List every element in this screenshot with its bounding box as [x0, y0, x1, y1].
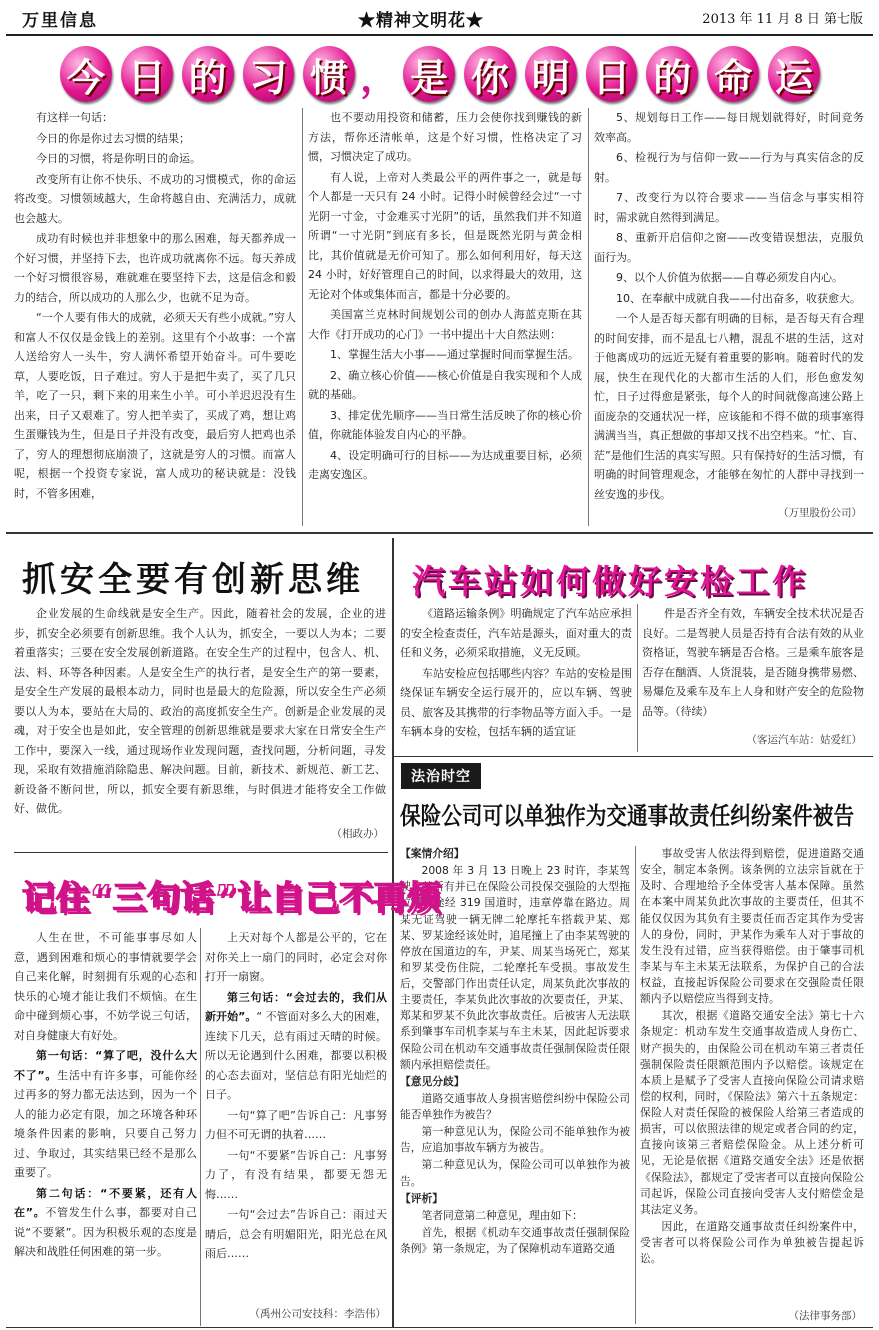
- safety-signature: （相政办）: [331, 828, 384, 840]
- paragraph: 【案情介绍】: [400, 847, 465, 860]
- paragraph: 9、以个人价值为依据——自尊必须发自内心。: [616, 271, 843, 284]
- station-title: 汽车站如何做好安检工作: [412, 562, 808, 601]
- section-rule: [6, 532, 873, 534]
- title-char: 的: [646, 46, 698, 102]
- paragraph: 有这样一句话：: [36, 111, 113, 124]
- paragraph: 第二种意见认为，保险公司可以单独作为被告。: [400, 1158, 630, 1188]
- paragraph: 道路交通事故人身损害赔偿纠纷中保险公司能否单独作为被告？: [400, 1091, 630, 1121]
- paragraph: [205, 928, 387, 987]
- safety-title: 抓安全要有创新思维: [22, 560, 364, 600]
- page-header: [6, 0, 873, 34]
- paragraph: 1、掌握生活大小事——通过掌握时间而掌握生活。: [330, 348, 579, 361]
- paragraph: “一个人要有伟大的成就，必须天天有些小成就。”穷人和富人不仅仅是金钱上的差别。这里有个小故事：一个富人送给穷人一头牛，穷人满怀希望开始奋斗。可牛要吃草，人要吃饭，日子难过。穷人于是把牛卖了，买了几只羊，吃了一只，剩下来的用来生小羊。可小羊迟迟没有生出来，日子又艰难了。穷人把羊卖了，买成了鸡，想让鸡生蛋赚钱为生，但是日子并没有改变，最后穷人把鸡也杀了，穷人的理想彻底崩溃了，这就是穷人的习惯。而富人呢，根据一个投资专家说，富人成功的秘诀就是：没钱时，不管多困难，: [14, 311, 296, 500]
- habit-column-2: [205, 928, 387, 1265]
- paragraph: 10、在奉献中成就自我——付出奋多，收获愈大。: [616, 291, 861, 305]
- paragraph-text: 不管发生什么事，都要对自己说“不要紧”。因为积极乐观的态度是解决和战胜任何困难的第一步。: [14, 1206, 198, 1258]
- paragraph: 8、重新开启信仰之窗——改变错误想法，克服负面行为。: [594, 231, 864, 264]
- law-section-tag: 法治时空: [401, 763, 481, 789]
- habit-signature: （禹州公司安技科：李浩伟）: [249, 1308, 386, 1320]
- paragraph: 7、改变行为以符合要求——当信念与事实相符时，需求就自然得到满足。: [594, 191, 864, 224]
- paragraph: 件是否齐全有效，车辆安全技术状况是否良好。二是驾驶人员是否持有合法有效的从业资格证，驾驶车辆是否合格。三是乘车旅客是否存在酗酒、人货混装，是否随身携带易燃、易爆危及乘车及车上人身和财产安全的危险物品等。（待续）: [642, 607, 864, 718]
- paragraph: 事故受害人依法得到赔偿，促进道路交通安全，制定本条例。该条例的立法宗旨就在于及时、合理地给予全体受害人基本保障。虽然在本案中周某负此次事故的主要责任，但其不能仅仅因为其负有主要责任而否定其作为受害人的身份，同时，尹某作为乘车人对于事故的发生没有过错，应当获得赔偿。由于肇事司机李某与车主未某无法联系，为保护自己的合法权益，直接起诉保险公司要求在交强险责任限额内予以赔偿应当得到支持。: [640, 847, 864, 1006]
- paragraph: 3、排定优先顺序——当日常生活反映了你的核心价值，你就能体验发自内心的平静。: [308, 408, 582, 441]
- column-divider: [200, 928, 201, 1326]
- paragraph: [205, 1146, 387, 1205]
- paragraph-lead: 第三句话：“会过去的，我们从新开始”。: [205, 990, 387, 1023]
- paragraph: 企业发展的生命线就是安全生产。因此，随着社会的发展，企业的进步，抓安全必须要有创新思维。我个人认为，抓安全，一要以人为本；二要着重落实；三要在安全发展创新道路。在安全生产的过程中，包含人、机、法、料、环等各种因素。人是安全生产的执行者，是安全生产的第一要素，是安全生产发展的最根本动力，同时也是最大的危险源，所以安全生产必须要以人为本，要站在大局的、政治的高度抓安全生产。创新是企业发展的灵魂，对于安全也是如此，安全管理的创新思维就是要求大家在日常安全生产工作中，要深入一线，通过现场作业发现问题，查找问题，分析问题，寻发现，采取有效措施消除隐患、解决问题。目前，新技术、新规范、新工艺、新设备不断问世，所以，抓安全要有新思维，与时俱进才能将安全工作做好、做优。: [14, 607, 386, 815]
- paragraph: [14, 928, 197, 1045]
- paragraph: 第一种意见认为，保险公司不能单独作为被告，应追加事故车辆方为被告。: [400, 1125, 630, 1155]
- title-char: ，: [360, 55, 399, 100]
- header-right: 2013 年 11 月 8 日 第七版: [702, 12, 863, 27]
- title-char: 运: [768, 46, 820, 102]
- paragraph-lead: 第一句话：“算了吧，没什么大不了”。: [14, 1049, 197, 1082]
- paragraph: [205, 988, 387, 1105]
- paragraph: 美国富兰克林时间规划公司的创办人海蓝克斯在其大作《打开成功的心门》一书中提出十大自然法则：: [308, 308, 582, 341]
- title-char: 日: [586, 46, 638, 102]
- paragraph-text: 一句“算了吧”告诉自己：凡事努力但不可无谓的执着……: [205, 1108, 387, 1141]
- paragraph: 因此，在道路交通事故责任纠纷案件中，受害者可以将保险公司作为单独被告提起诉讼。: [640, 1219, 864, 1266]
- station-signature: （客运汽车站：姑爱红）: [746, 734, 862, 746]
- footer-rule: [6, 1327, 873, 1328]
- paragraph: 首先，根据《机动车交通事故责任强制保险条例》第一条规定，为了保障机动车道路交通: [400, 1225, 630, 1255]
- paragraph: 一个人是否每天都有明确的目标，是否每天有合理的时间安排，而不是乱七八糟，混乱不堪的生活，这对于他离成功的远近无疑有着重要的影响。随着时代的发展，快生在现代化的大都市生活的人们，形色愈发匆忙，日子过得愈是紧张，每个人的时间就像高速公路上面庞杂的交通状况一样，应该能和不得不做的琐事塞得满满当当，真正想做的事却又找不出空档来。“忙、盲、茫”是他们生活的真实写照。只有保持好的生活习惯，有明确的时间管理观念，才能够在匆忙的人群中寻找到一丝安逸的步伐。: [594, 312, 864, 501]
- column-divider: [635, 846, 636, 1324]
- header-rule: [6, 34, 873, 36]
- habit-title: 记住“三句话”让自己不再烦: [22, 878, 442, 917]
- law-column-2: [640, 846, 864, 1268]
- paragraph-text: 生活中有许多事，可能你经过再多的努力都无法达到，因为一个人的能力必定有限，加之环境各种环境条件因素的影响，只要自己努力过、争取过，其实结果已经不是那么重要了。: [14, 1068, 198, 1179]
- title-char: 今: [60, 46, 112, 102]
- paragraph-lead: 第二句话：“不要紧，还有人在”。: [14, 1186, 197, 1219]
- paragraph: 4、设定明确可行的目标——为达成重要目标，必须走离安逸区。: [308, 448, 582, 481]
- paragraph: 改变所有让你不快乐、不成功的习惯模式，你的命运将改变。习惯领域越大，生命将越自由、充满活力，成就也会越大。: [14, 172, 296, 225]
- title-char: 你: [464, 46, 516, 102]
- station-column-1: [400, 604, 632, 743]
- paragraph: 也不要动用投资和储蓄，压力会使你找到赚钱的新方法，帮你还清帐单，这是个好习惯，性格决定了习惯，习惯决定了成功。: [308, 111, 582, 163]
- title-char: 明: [525, 46, 577, 102]
- main-signature: （万里股份公司）: [778, 507, 862, 519]
- section-rule: [14, 852, 388, 853]
- habit-column-1: [14, 928, 197, 1263]
- main-column-3: [594, 108, 864, 505]
- column-divider: [637, 604, 638, 752]
- paragraph: 有人说，上帝对人类最公平的两件事之一，就是每个人都是一天只有 24 小时。记得小时候曾经会过“一寸光阴一寸金，寸金难买寸光阴”的话，虽然我们并不知道所谓“一寸光阴”到底有多长，但是既然光阴与黄金相比，其价值就是无价可知了。那么如何利用好，每天这 24 小时，好好管理自己的时间，以求得最大的效用，这无论对个体或集体而言，都是十分必要的。: [308, 170, 582, 301]
- paragraph-text: 一句“会过去”告诉自己：雨过天晴后，总会有明媚阳光，阳光总在风雨后……: [205, 1208, 387, 1260]
- title-char: 命: [707, 46, 759, 102]
- paragraph-text: 人生在世，不可能事事尽如人意，遇到困难和烦心的事情就要学会自己来化解，时刻拥有乐观的心态和快乐的心境才能让我们不烦恼。在生命中碰到烦心事，不妨学说三句话，对自身健康大有好处。: [14, 931, 197, 1042]
- paragraph: 成功有时候也并非想象中的那么困难，每天都养成一个好习惯，并坚持下去，也许成功就离你不远。每天养成一个好习惯很容易，难就难在要坚持下去，这是信念和毅力的结合，所以成功的人那么少，也就不足为奇。: [14, 232, 296, 304]
- paragraph: [14, 1184, 197, 1262]
- law-title: 保险公司可以单独作为交通事故责任纠纷案件被告: [400, 802, 855, 830]
- title-char: 日: [121, 46, 173, 102]
- paragraph: 今日的习惯，将是你明日的命运。: [36, 152, 201, 165]
- section-divider: [392, 538, 394, 1328]
- paragraph: 车站安检应包括哪些内容？车站的安检是围绕保证车辆安全运行展开的，应以车辆、驾驶员、旅客及其携带的行李物品等方面入手。一是车辆本身的安检，包括车辆的适宜证: [400, 666, 632, 738]
- section-rule: [394, 756, 873, 757]
- title-char: 惯: [303, 46, 355, 102]
- paragraph: 2、确立核心价值——核心价值是自我实现和个人成就的基础。: [308, 368, 582, 401]
- header-center: ★精神文明花★: [358, 11, 484, 31]
- paragraph: 其次，根据《道路交通安全法》第七十六条规定：机动车发生交通事故造成人身伤亡、财产损失的，由保险公司在机动车第三者责任强制保险责任限额范围内予以赔偿。该规定在本质上是赋予了受害人直接向保险公司请求赔偿的权利，同时，《保险法》第六十五条规定：保险人对责任保险的被保险人给第三者造成的损害，可以依照法律的规定或者合同的约定，直接向该第三者赔偿保险金。从上述分析可见，无论是依据《道路交通安全法》还是依据《保险法》，都规定了受害者可以直接向保险公司起诉，保险公司直接向受害人支付赔偿金是其法定义务。: [640, 1009, 864, 1216]
- header-left: 万里信息: [22, 11, 98, 31]
- paragraph: 2008 年 3 月 13 日晚上 23 时许，李某驾驶未某所有并已在保险公司投保交强险的大型拖拉机，途经 319 国道时，违章停靠在路边。周某无证驾驶一辆无牌二轮摩托车搭载尹某、郑某、罗某途经该处时，追尾撞上了由李某驾驶的停放在国道边的车，尹某、周某当场死亡，郑某和罗某受伤住院，二轮摩托车受损。事故发生后，交警部门作出责任认定，周某负此次事故的主要责任，李某负此次事故的次要责任，尹某、郑某和罗某不负此次事故责任。后被害人无法联系到肇事车司机李某与车主未某，因此起诉要求保险公司在机动车交通事故责任强制保险责任限额内承担赔偿责任。: [400, 864, 630, 1071]
- paragraph: 6、检视行为与信仰一致——行为与真实信念的反射。: [594, 151, 864, 184]
- paragraph: 《道路运输条例》明确规定了汽车站应承担的安全检查责任，汽车站是源头，面对重大的责任和义务，必须采取措施，义无反顾。: [400, 607, 632, 659]
- paragraph-text: 上天对每个人都是公平的，它在对你关上一扇门的同时，必定会对你打开一扇窗。: [205, 931, 387, 983]
- safety-body: [14, 604, 386, 820]
- paragraph: 5、规划每日工作——每日规划就得好，时间竞务效率高。: [594, 111, 864, 144]
- column-divider: [302, 108, 303, 526]
- main-column-1: [14, 108, 296, 504]
- main-title: [60, 42, 820, 106]
- law-signature: （法律事务部）: [788, 1310, 862, 1322]
- paragraph: [205, 1205, 387, 1264]
- paragraph: 【意见分歧】: [400, 1074, 465, 1088]
- station-column-2: [642, 604, 864, 722]
- title-char: 是: [403, 46, 455, 102]
- column-divider: [588, 108, 589, 526]
- title-char: 的: [182, 46, 234, 102]
- paragraph: [14, 1046, 197, 1183]
- paragraph: 今日的你是你过去习惯的结果；: [36, 131, 190, 145]
- paragraph-text: “ 不管面对多么大的困难，连续下几天，总有雨过天晴的时候。所以无论遇到什么困难，都要以积极的心态去面对，坚信总有阳光灿烂的日子。: [205, 1010, 387, 1101]
- title-char: 习: [243, 46, 295, 102]
- paragraph-text: 一句“不要紧”告诉自己：凡事努力了，有没有结果，都要无怨无悔……: [205, 1148, 387, 1201]
- paragraph: 【评析】: [400, 1191, 444, 1205]
- main-column-2: [308, 108, 582, 486]
- paragraph: [205, 1106, 387, 1145]
- paragraph: 笔者同意第二种意见，理由如下：: [421, 1208, 583, 1222]
